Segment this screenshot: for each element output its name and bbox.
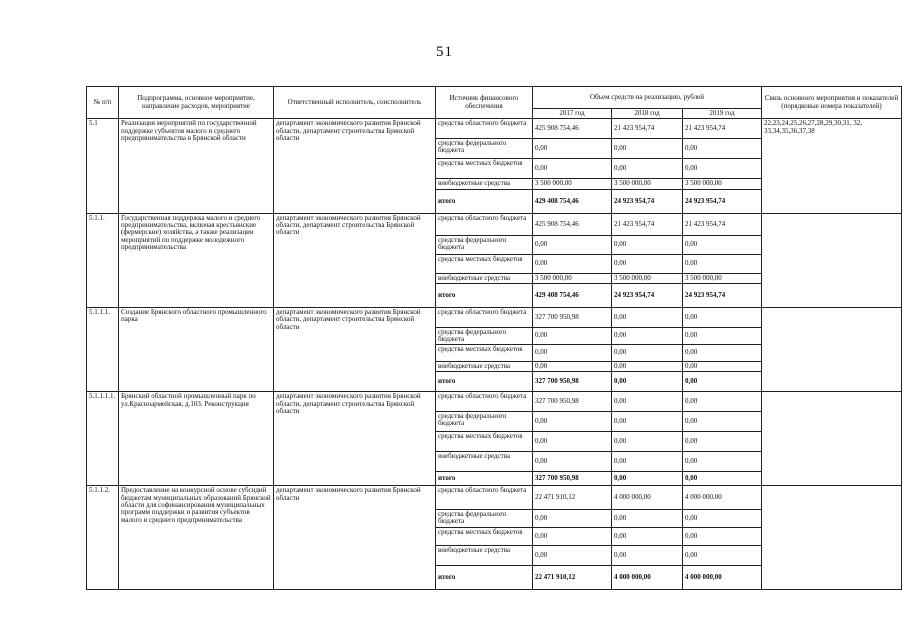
source-cell: внебюджетные средства [436,362,533,372]
amount-y2018: 3 500 000,00 [612,179,683,189]
amount-y2019: 0,00 [683,254,762,273]
source-cell: итого [436,189,533,213]
header-executor: Ответственный исполнитель, соисполнитель [274,87,436,119]
amount-y2018: 0,00 [612,308,683,328]
table-row [87,308,902,328]
header-year-2017: 2017 год [533,109,612,119]
budget-table [86,86,902,590]
page-number: 51 [436,44,453,60]
table-row [87,486,902,510]
amount-y2018: 0,00 [612,345,683,362]
amount-y2018: 21 423 954,74 [612,119,683,139]
table-body [87,119,902,590]
table-row [87,392,902,412]
source-cell: средства федерального бюджета [436,412,533,432]
row-title: Создание Брянского областного промышленного парка [119,308,274,392]
row-link [762,486,902,590]
header-link: Связь основного мероприятия и показателей (порядковые номера показателей) [762,87,902,119]
source-cell: средства местных бюджетов [436,432,533,452]
amount-y2019: 0,00 [683,472,762,486]
row-link [762,213,902,307]
row-title: Брянский областной промышленный парк по ул.Красноармейская, д.103. Реконструкция [119,392,274,486]
amount-y2017: 425 908 754,46 [533,213,612,235]
amount-y2017: 327 700 950,98 [533,372,612,392]
amount-y2019: 0,00 [683,372,762,392]
row-link: 22,23,24,25,26,27,28,29,30,31, 32, 33,34,35,36,37,38 [762,119,902,213]
amount-y2019: 21 423 954,74 [683,119,762,139]
amount-y2019: 4 000 000,00 [683,566,762,590]
amount-y2019: 0,00 [683,362,762,372]
source-cell: итого [436,472,533,486]
amount-y2017: 0,00 [533,235,612,254]
amount-y2019: 0,00 [683,412,762,432]
amount-y2019: 0,00 [683,139,762,159]
amount-y2017: 22 471 910,12 [533,566,612,590]
amount-y2019: 0,00 [683,432,762,452]
amount-y2017: 0,00 [533,159,612,179]
source-cell: средства областного бюджета [436,119,533,139]
amount-y2019: 0,00 [683,546,762,566]
amount-y2017: 327 700 950,98 [533,392,612,412]
amount-y2017: 0,00 [533,254,612,273]
row-title: Государственная поддержка малого и среднего предпринимательства, включая крестьянские (фермерские) хозяйства, а также реализация мероприятий по поддержке молодежного предпринимательства [119,213,274,307]
amount-y2018: 0,00 [612,452,683,472]
amount-y2017: 0,00 [533,412,612,432]
amount-y2019: 0,00 [683,528,762,546]
amount-y2017: 0,00 [533,139,612,159]
amount-y2018: 21 423 954,74 [612,213,683,235]
source-cell: средства федерального бюджета [436,235,533,254]
source-cell: средства федерального бюджета [436,139,533,159]
table-header [87,87,902,119]
amount-y2019: 3 500 000,00 [683,273,762,283]
amount-y2017: 0,00 [533,362,612,372]
source-cell: средства федерального бюджета [436,328,533,345]
amount-y2017: 0,00 [533,432,612,452]
amount-y2018: 0,00 [612,472,683,486]
row-title: Реализация мероприятий по государственной поддержке субъектов малого и среднего предпринимательства в Брянской области [119,119,274,213]
amount-y2017: 3 500 000,00 [533,273,612,283]
amount-y2017: 327 700 950,98 [533,308,612,328]
amount-y2017: 429 408 754,46 [533,284,612,308]
amount-y2018: 0,00 [612,139,683,159]
amount-y2018: 0,00 [612,546,683,566]
source-cell: итого [436,372,533,392]
amount-y2018: 0,00 [612,254,683,273]
source-cell: средства областного бюджета [436,308,533,328]
source-cell: внебюджетные средства [436,179,533,189]
row-executor: департамент экономического развития Брянской области [274,486,436,590]
source-cell: средства областного бюджета [436,213,533,235]
row-executor: департамент экономического развития Брянской области, департамент строительства Брянской области [274,392,436,486]
amount-y2017: 22 471 910,12 [533,486,612,510]
amount-y2018: 4 000 000,00 [612,486,683,510]
source-cell: средства областного бюджета [436,486,533,510]
amount-y2017: 0,00 [533,510,612,528]
header-program: Подпрограмма, основное мероприятие, направление расходов, мероприятие [119,87,274,119]
amount-y2018: 0,00 [612,328,683,345]
amount-y2017: 0,00 [533,328,612,345]
row-title: Предоставление на конкурсной основе субсидий бюджетам муниципальных образований Брянской области для софинансирования муниципальных программ поддержки и развития субъектов малого и среднего предпринимательства [119,486,274,590]
row-executor: департамент экономического развития Брянской области, департамент строительства Брянской области [274,213,436,307]
header-year-2019: 2019 год [683,109,762,119]
source-cell: средства местных бюджетов [436,345,533,362]
amount-y2019: 0,00 [683,235,762,254]
source-cell: внебюджетные средства [436,452,533,472]
source-cell: итого [436,566,533,590]
amount-y2017: 0,00 [533,528,612,546]
amount-y2019: 21 423 954,74 [683,213,762,235]
amount-y2018: 4 000 000,00 [612,566,683,590]
amount-y2018: 0,00 [612,372,683,392]
amount-y2017: 0,00 [533,345,612,362]
source-cell: средства местных бюджетов [436,159,533,179]
header-num: № п/п [87,87,119,119]
amount-y2018: 0,00 [612,159,683,179]
source-cell: средства местных бюджетов [436,528,533,546]
amount-y2018: 0,00 [612,510,683,528]
amount-y2018: 24 923 954,74 [612,189,683,213]
amount-y2018: 0,00 [612,432,683,452]
amount-y2019: 4 000 000,00 [683,486,762,510]
source-cell: средства федерального бюджета [436,510,533,528]
amount-y2019: 3 500 000,00 [683,179,762,189]
source-cell: итого [436,284,533,308]
amount-y2017: 327 700 950,98 [533,472,612,486]
amount-y2019: 24 923 954,74 [683,284,762,308]
source-cell: внебюджетные средства [436,546,533,566]
source-cell: внебюджетные средства [436,273,533,283]
amount-y2018: 3 500 000,00 [612,273,683,283]
amount-y2019: 0,00 [683,345,762,362]
amount-y2019: 0,00 [683,328,762,345]
amount-y2019: 0,00 [683,159,762,179]
row-executor: департамент экономического развития Брянской области, департамент строительства Брянской области [274,119,436,213]
amount-y2018: 24 923 954,74 [612,284,683,308]
amount-y2019: 24 923 954,74 [683,189,762,213]
table-row [87,119,902,139]
amount-y2019: 0,00 [683,392,762,412]
source-cell: средства местных бюджетов [436,254,533,273]
row-number: 5.1.1.1. [87,308,119,392]
amount-y2017: 3 500 000,00 [533,179,612,189]
header-year-2018: 2018 год [612,109,683,119]
row-number: 5.1.1.2. [87,486,119,590]
amount-y2018: 0,00 [612,412,683,432]
header-source: Источник финансового обеспечения [436,87,533,119]
row-link [762,392,902,486]
table-row [87,213,902,235]
row-link [762,308,902,392]
source-cell: средства областного бюджета [436,392,533,412]
amount-y2017: 0,00 [533,452,612,472]
amount-y2017: 0,00 [533,546,612,566]
amount-y2018: 0,00 [612,235,683,254]
header-amount: Объем средств на реализацию, рублей [533,87,762,109]
row-number: 5.1.1.1.1. [87,392,119,486]
amount-y2019: 0,00 [683,452,762,472]
amount-y2017: 429 408 754,46 [533,189,612,213]
amount-y2018: 0,00 [612,528,683,546]
row-number: 5.1.1. [87,213,119,307]
amount-y2017: 425 908 754,46 [533,119,612,139]
row-executor: департамент экономического развития Брянской области, департамент строительства Брянской области [274,308,436,392]
amount-y2019: 0,00 [683,308,762,328]
amount-y2018: 0,00 [612,392,683,412]
row-number: 5.1 [87,119,119,213]
amount-y2018: 0,00 [612,362,683,372]
amount-y2019: 0,00 [683,510,762,528]
